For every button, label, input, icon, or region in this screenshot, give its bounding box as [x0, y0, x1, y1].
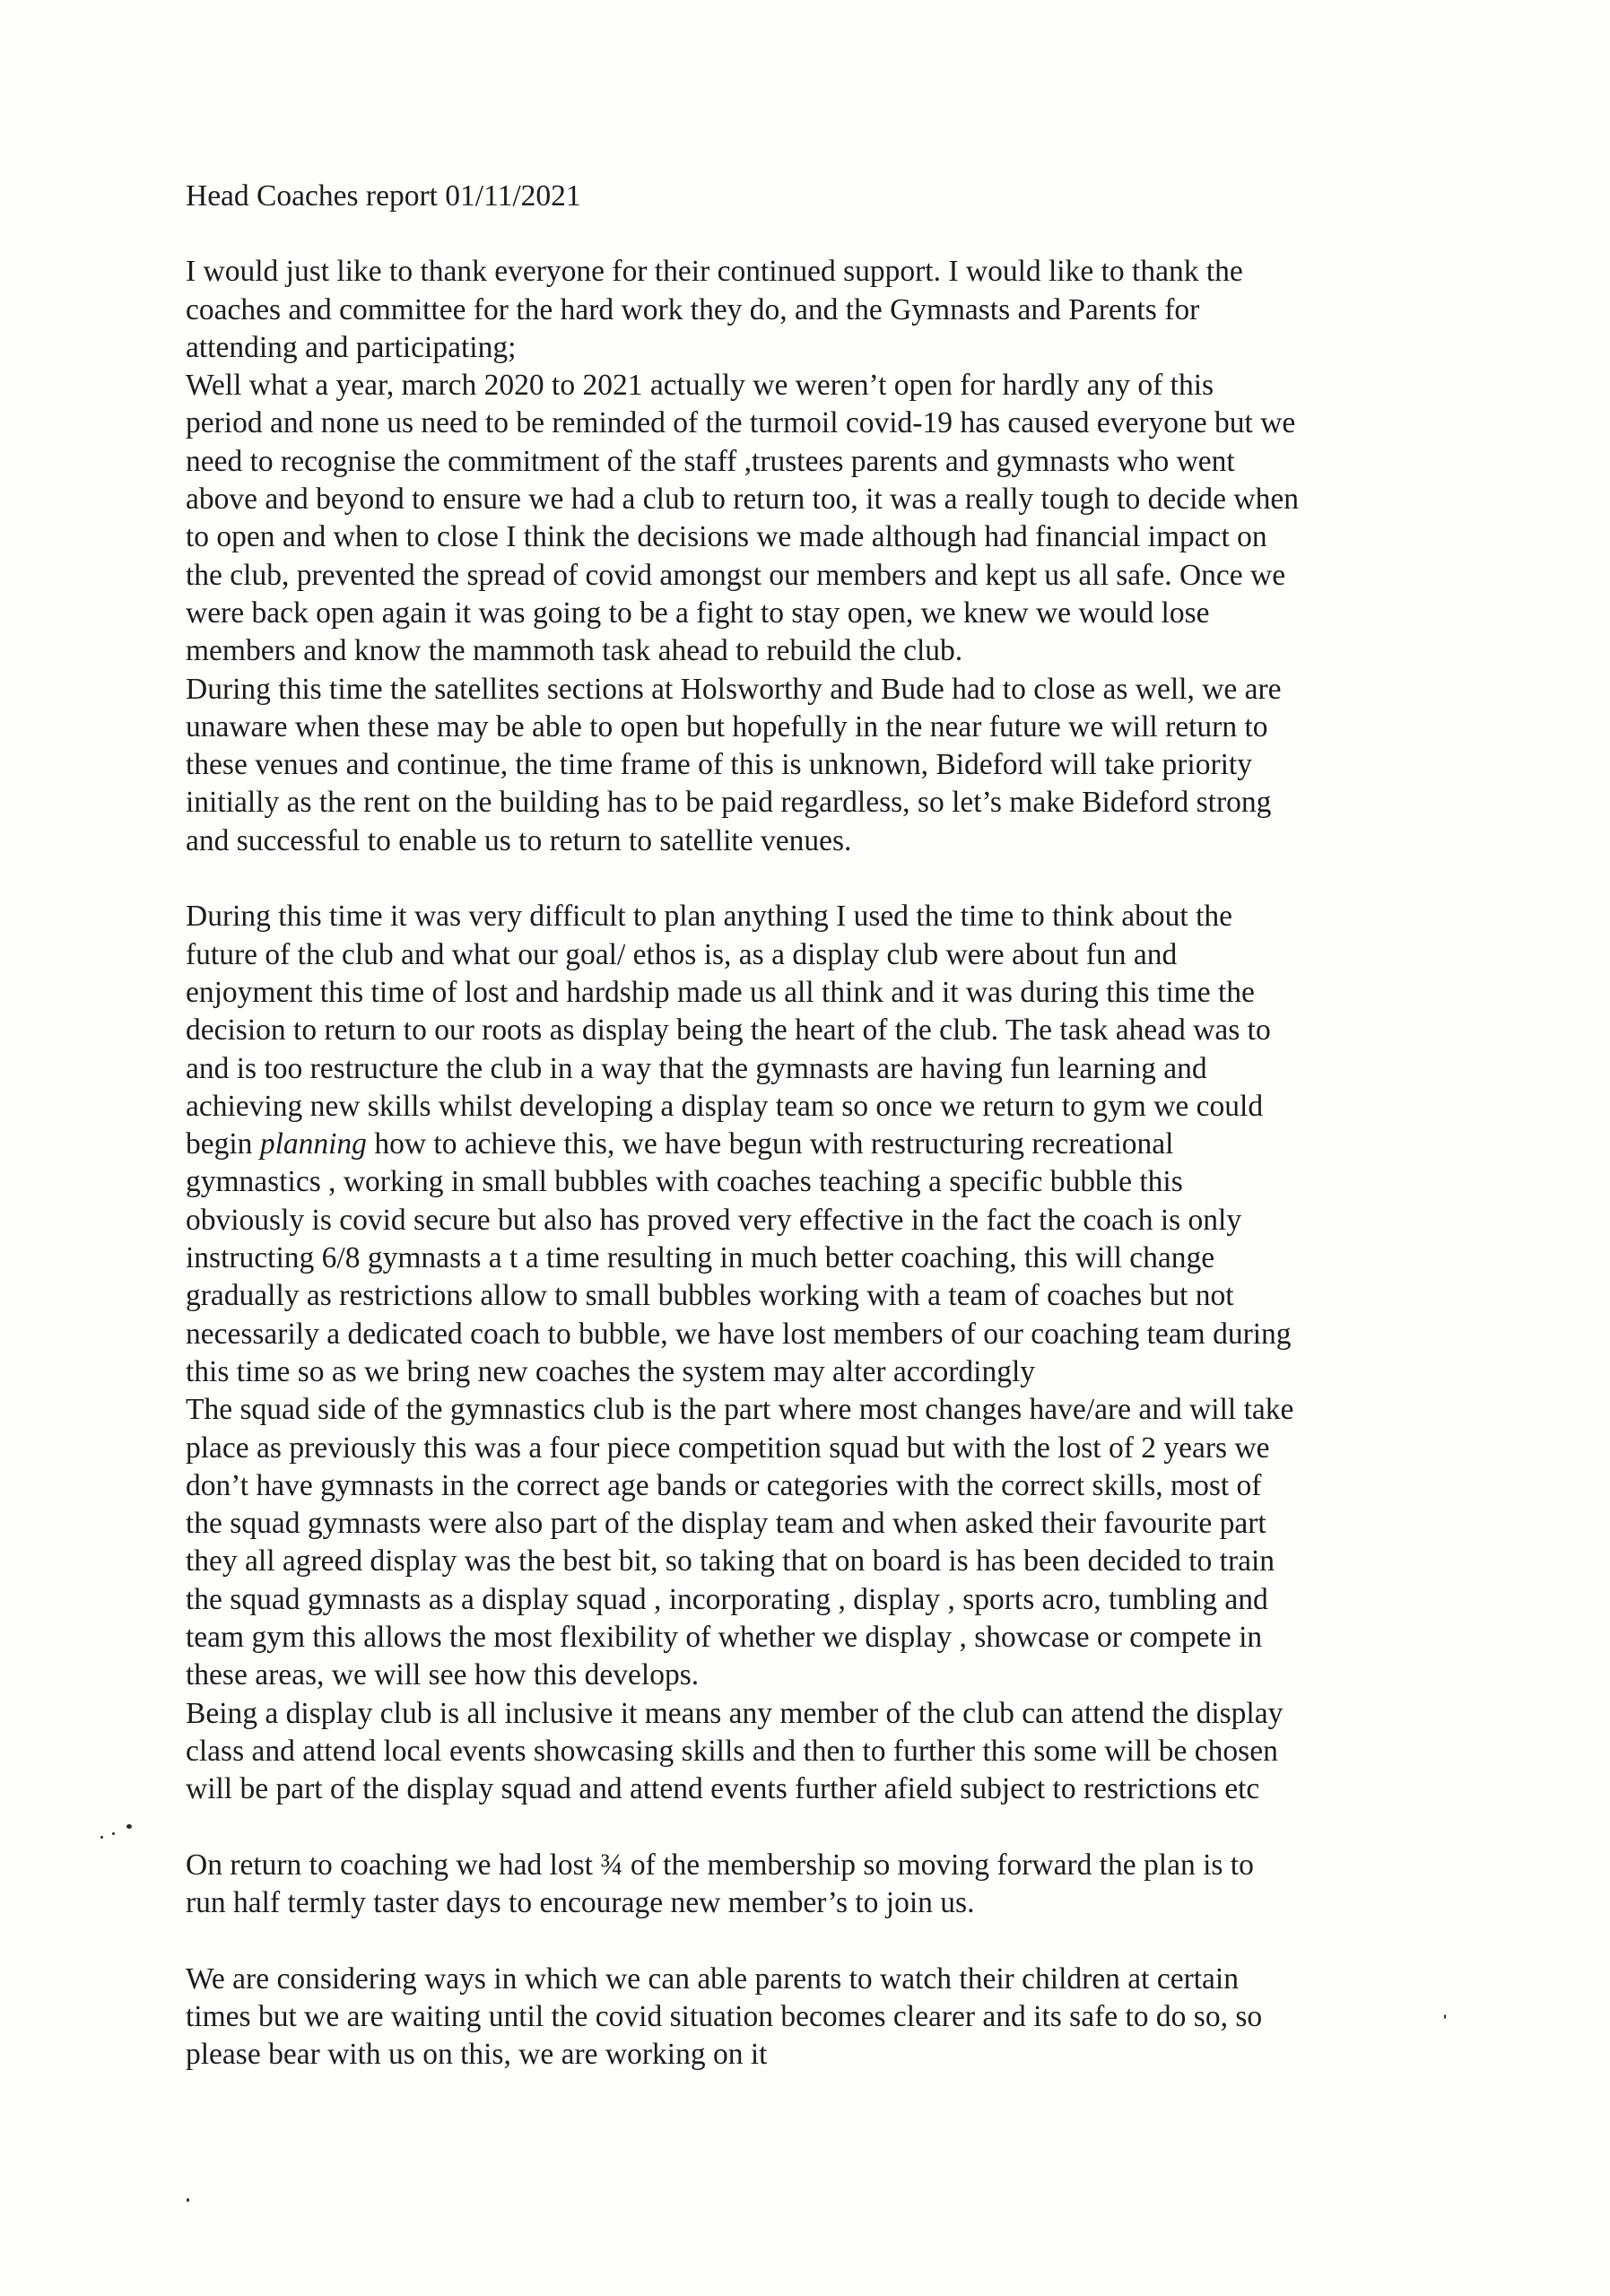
text-line: During this time the satellites sections at Holsworthy and Bude had to close as well, we are: [186, 672, 1282, 706]
text-line: necessarily a dedicated coach to bubble, we have lost members of our coaching team during: [186, 1317, 1292, 1351]
text-line: run half termly taster days to encourage new member’s to join us.: [186, 1886, 975, 1920]
text-line: to open and when to close I think the decisions we made although had financial impact on: [186, 520, 1267, 554]
report-title: Head Coaches report 01/11/2021: [186, 179, 581, 213]
scan-speck: [187, 2198, 189, 2202]
text-line: the club, prevented the spread of covid amongst our members and kept us all safe. Once we: [186, 558, 1286, 592]
text-line: Well what a year, march 2020 to 2021 actually we weren’t open for hardly any of this: [186, 369, 1214, 403]
text-line: decision to return to our roots as display being the heart of the club. The task ahead was to: [186, 1013, 1271, 1048]
text-line: gradually as restrictions allow to small bubbles working with a team of coaches but not: [186, 1279, 1234, 1313]
text-line: and successful to enable us to return to satellite venues.: [186, 823, 852, 857]
text-line: gymnastics , working in small bubbles with coaches teaching a specific bubble this: [186, 1165, 1183, 1199]
text-line: members and know the mammoth task ahead to rebuild the club.: [186, 634, 963, 668]
text-line: unaware when these may be able to open but hopefully in the near future we will return to: [186, 709, 1268, 744]
text-line: please bear with us on this, we are working on it: [186, 2038, 768, 2072]
text-line: class and attend local events showcasing skills and then to further this some will be chosen: [186, 1734, 1278, 1768]
text-line: they all agreed display was the best bit, so taking that on board is has been decided to train: [186, 1544, 1275, 1578]
paragraph-gap: [186, 1808, 1441, 1846]
text-line: place as previously this was a four piece competition squad but with the lost of 2 years we: [186, 1431, 1270, 1465]
text-line: obviously is covid secure but also has proved very effective in the fact the coach is only: [186, 1203, 1242, 1237]
paragraph-parents-watching: [186, 1961, 1441, 2074]
text-line: were back open again it was going to be a fight to stay open, we knew we would lose: [186, 596, 1210, 630]
text-line: I would just like to thank everyone for their continued support. I would like to thank the: [186, 255, 1243, 289]
text-line: future of the club and what our goal/ ethos is, as a display club were about fun and: [186, 937, 1178, 971]
text-line: Being a display club is all inclusive it means any member of the club can attend the display: [186, 1696, 1284, 1730]
paragraph-gap: [186, 860, 1441, 898]
text-line: attending and participating;: [186, 330, 517, 364]
text-line: period and none us need to be reminded of the turmoil covid-19 has caused everyone but we: [186, 406, 1296, 440]
text-line: this time so as we bring new coaches the system may alter accordingly: [186, 1354, 1036, 1388]
text-line: team gym this allows the most flexibility of whether we display , showcase or compete in: [186, 1620, 1263, 1654]
text-line: enjoyment this time of lost and hardship made us all think and it was during this time the: [186, 975, 1255, 1009]
planning-line-start: begin: [186, 1127, 260, 1161]
paragraph-restructure-plan: [186, 898, 1441, 1808]
scan-speck: [100, 1836, 103, 1839]
text-line: coaches and committee for the hard work they do, and the Gymnasts and Parents for: [186, 292, 1200, 326]
text-line: don’t have gymnasts in the correct age bands or categories with the correct skills, most of: [186, 1468, 1262, 1502]
text-line: these areas, we will see how this develops.: [186, 1658, 700, 1692]
text-line: initially as the rent on the building has to be paid regardless, so let’s make Bideford strong: [186, 786, 1272, 820]
text-line: instructing 6/8 gymnasts a t a time resulting in much better coaching, this will change: [186, 1241, 1215, 1275]
planning-line-end: how to achieve this, we have begun with restructuring recreational: [366, 1127, 1174, 1161]
scan-speck: [112, 1832, 115, 1835]
text-line: and is too restructure the club in a way that the gymnasts are having fun learning and: [186, 1051, 1207, 1085]
text-line: these venues and continue, the time frame of this is unknown, Bideford will take priority: [186, 748, 1252, 782]
scan-speck: [1444, 2014, 1446, 2019]
text-line: The squad side of the gymnastics club is the part where most changes have/are and will take: [186, 1393, 1294, 1427]
text-line: times but we are waiting until the covid situation becomes clearer and its safe to do so, so: [186, 1999, 1263, 2033]
planning-italic-word: planning: [259, 1127, 367, 1161]
text-line: will be part of the display squad and attend events further afield subject to restrictions etc: [186, 1772, 1260, 1806]
paragraph-thanks-and-covid: [186, 253, 1441, 860]
paragraph-gap: [186, 1922, 1441, 1960]
text-line: On return to coaching we had lost ¾ of the membership so moving forward the plan is to: [186, 1848, 1254, 1882]
text-line: achieving new skills whilst developing a display team so once we return to gym we could: [186, 1089, 1264, 1123]
text-line: need to recognise the commitment of the staff ,trustees parents and gymnasts who went: [186, 444, 1235, 478]
text-line: above and beyond to ensure we had a club to return too, it was a really tough to decide when: [186, 483, 1299, 517]
report-document: [186, 178, 1441, 2074]
text-line-planning: [186, 1126, 1441, 1163]
text-line: the squad gymnasts as a display squad , incorporating , display , sports acro, tumbling and: [186, 1582, 1268, 1616]
text-line: the squad gymnasts were also part of the display team and when asked their favourite part: [186, 1507, 1266, 1541]
scan-speck: [126, 1824, 132, 1829]
paragraph-membership: [186, 1847, 1441, 1923]
text-line: During this time it was very difficult to plan anything I used the time to think about the: [186, 900, 1233, 934]
text-line: We are considering ways in which we can able parents to watch their children at certain: [186, 1961, 1239, 1996]
